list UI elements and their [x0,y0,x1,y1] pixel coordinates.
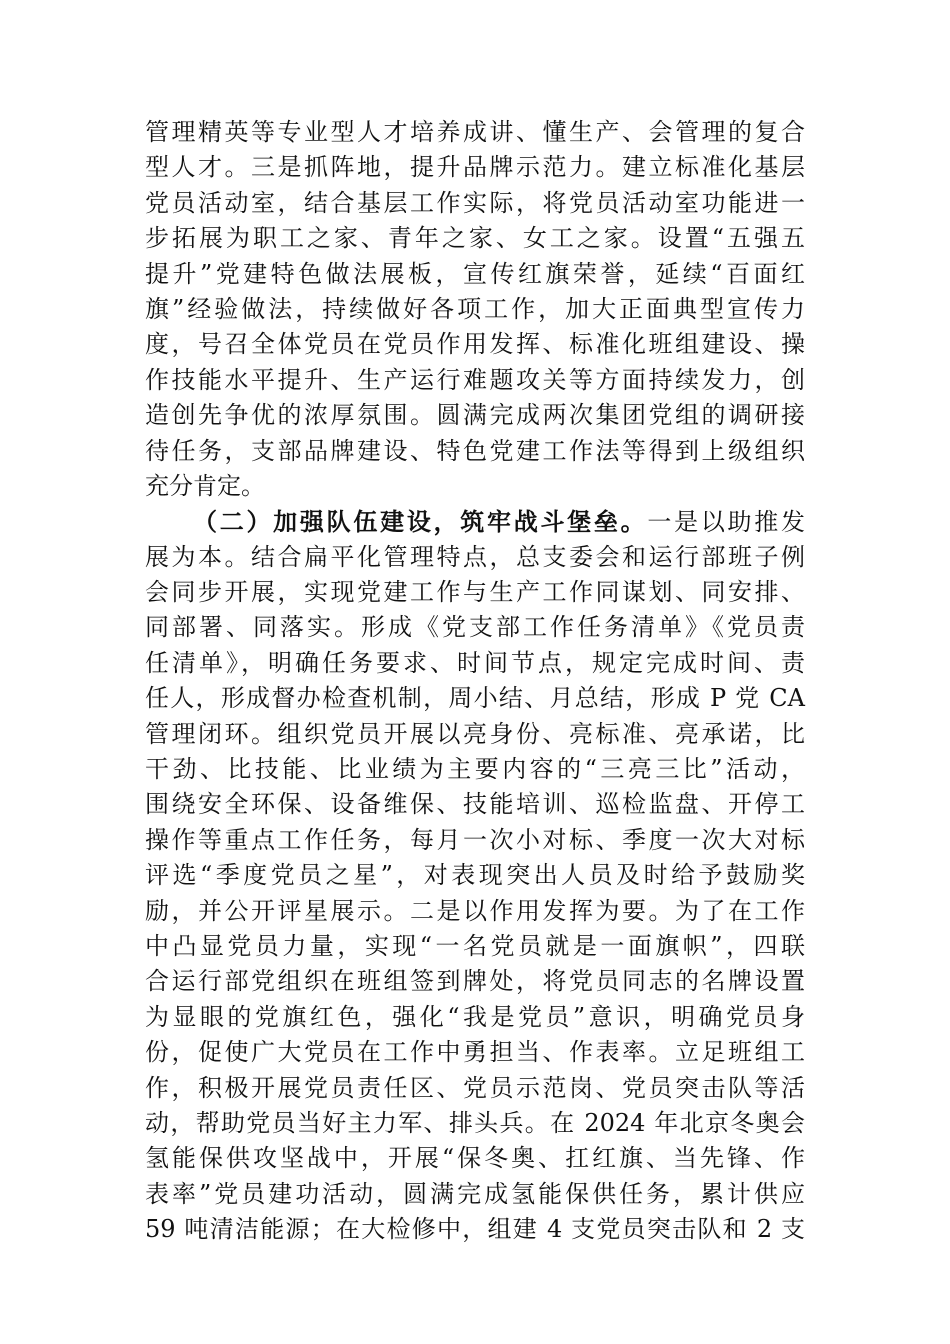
text-line: 氢能保供攻坚战中，开展“保冬奥、扛红旗、当先锋、作 [145,1144,805,1173]
text-line: 中凸显党员力量，实现“一名党员就是一面旗帜”，四联 [145,931,805,960]
text-line: 表率”党员建功活动，圆满完成氢能保供任务，累计供应 [145,1179,805,1208]
text-line: 旗”经验做法，持续做好各项工作，加大正面典型宣传力 [145,294,805,323]
text-line: 管理闭环。组织党员开展以亮身份、亮标准、亮承诺，比 [145,719,805,748]
text-line: 动，帮助党员当好主力军、排头兵。在 2024 年北京冬奥会 [145,1108,805,1137]
paragraph-end-line: 充分肯定。 [145,471,265,500]
text-line: 为显眼的党旗红色，强化“我是党员”意识，明确党员身 [145,1002,805,1031]
text-line: 作，积极开展党员责任区、党员示范岗、党员突击队等活 [145,1073,805,1102]
text-line: 管理精英等专业型人才培养成讲、懂生产、会管理的复合 [145,118,805,146]
text-line: 会同步开展，实现党建工作与生产工作同谋划、同安排、 [145,578,805,607]
text-line: 围绕安全环保、设备维保、技能培训、巡检监盘、开停工 [145,790,805,819]
text-line: 度，号召全体党员在党员作用发挥、标准化班组建设、操 [145,330,805,359]
text-line: 干劲、比技能、比业绩为主要内容的“三亮三比”活动， [145,755,805,784]
text-line: 励，并公开评星展示。二是以作用发挥为要。为了在工作 [145,896,805,925]
text-line: 型人才。三是抓阵地，提升品牌示范力。建立标准化基层 [145,153,805,182]
text-line: 党员活动室，结合基层工作实际，将党员活动室功能进一 [145,188,805,217]
text-line: 任人，形成督办检查机制，周小结、月总结，形成 P 党 CA [145,684,805,713]
text-line: 展为本。结合扁平化管理特点，总支委会和运行部班子例 [145,542,805,571]
text-line: 任清单》，明确任务要求、时间节点，规定完成时间、责 [145,648,805,677]
text-line: 合运行部党组织在班组签到牌处，将党员同志的名牌设置 [145,967,805,996]
section-heading-continuation: 一是以助推发 [647,508,806,537]
text-line: 操作等重点工作任务，每月一次小对标、季度一次大对标 [145,825,805,854]
section-heading-line [145,504,805,539]
text-line: 待任务，支部品牌建设、特色党建工作法等得到上级组织 [145,436,805,465]
text-line: 作技能水平提升、生产运行难题攻关等方面持续发力，创 [145,365,805,394]
text-line: 份，促使广大党员在工作中勇担当、作表率。立足班组工 [145,1038,805,1067]
text-line: 造创先争优的浓厚氛围。圆满完成两次集团党组的调研接 [145,401,805,430]
text-line: 步拓展为职工之家、青年之家、女工之家。设置“五强五 [145,224,805,253]
body-text [145,115,805,1248]
text-line: 同部署、同落实。形成《党支部工作任务清单》《党员责 [145,613,805,642]
text-line: 提升”党建特色做法展板，宣传红旗荣誉，延续“百面红 [145,259,805,288]
section-heading: （二）加强队伍建设，筑牢战斗堡垒。 [193,507,648,537]
text-line: 59 吨清洁能源；在大检修中，组建 4 支党员突击队和 2 支 [145,1215,805,1244]
text-line: 评选“季度党员之星”，对表现突出人员及时给予鼓励奖 [145,861,805,890]
